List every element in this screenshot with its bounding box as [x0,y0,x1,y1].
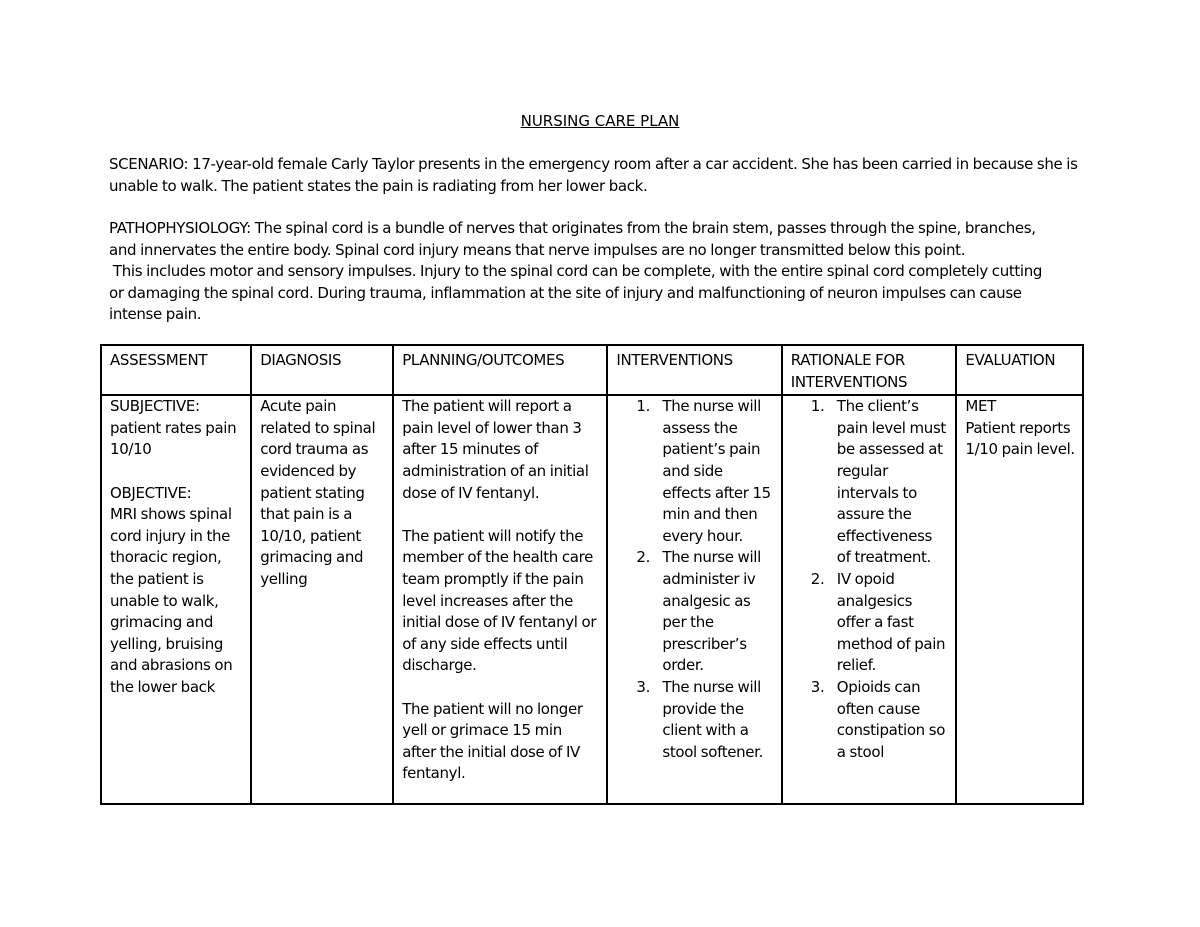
objective-text: MRI shows spinal cord injury in the thoracic region, the patient is unable to walk, grimacing and yelling, bruising and abrasions on the lower back [110,505,233,696]
item-number: 2. [636,548,651,567]
table-row [101,395,1083,804]
objective-label: OBJECTIVE: [110,483,192,502]
interventions-list [608,396,773,763]
evaluation-text: Patient reports 1/10 pain level. [965,418,1075,459]
pathophysiology-line: intense pain. [109,305,202,324]
item-number: 1. [636,397,651,416]
rationale-cell [782,395,957,804]
pathophysiology-paragraph [109,218,1099,326]
subjective-label: SUBJECTIVE: [110,397,200,416]
item-number: 2. [810,569,825,588]
pathophysiology-line: PATHOPHYSIOLOGY: The spinal cord is a bundle of nerves that originates from the brain stem, passes through the spine, branches, [109,219,1036,237]
intervention-text: The nurse will administer iv analgesic as per the prescriber’s order. [662,548,761,675]
care-plan-table [100,344,1084,805]
rationale-text: IV opoid analgesics offer a fast method of pain relief. [836,569,946,675]
header-rationale: RATIONALE FOR INTERVENTIONS [782,345,957,395]
intervention-text: The nurse will provide the client with a stool softener. [662,677,764,761]
header-assessment: ASSESSMENT [101,345,251,395]
evaluation-cell [956,395,1083,804]
pathophysiology-line: or damaging the spinal cord. During trauma, inflammation at the site of injury and malfunctioning of neuron impulses can cause [109,283,1022,302]
rationale-list [783,396,949,763]
planning-outcome: The patient will no longer yell or grimace 15 min after the initial dose of IV fentanyl. [402,699,583,783]
evaluation-status: MET [965,397,996,416]
diagnosis-text: Acute pain related to spinal cord trauma as evidenced by patient stating that pain is a 10/10, patient grimacing and yelling [260,397,376,588]
list-item [608,396,773,547]
item-number: 3. [810,677,825,696]
header-evaluation: EVALUATION [956,345,1083,395]
header-interventions: INTERVENTIONS [607,345,781,395]
intervention-text: The nurse will assess the patient’s pain and side effects after 15 min and then every hour. [662,397,771,545]
planning-outcome: The patient will report a pain level of lower than 3 after 15 minutes of administration of an initial dose of IV fentanyl. [402,397,589,502]
rationale-text: The client’s pain level must be assessed at regular intervals to assure the effectiveness of treatment. [836,397,946,567]
header-diagnosis: DIAGNOSIS [251,345,393,395]
list-item [783,677,949,763]
pathophysiology-line: This includes motor and sensory impulses. Injury to the spinal cord can be complete, with the entire spinal cord completely cutting [109,262,1043,281]
planning-outcome: The patient will notify the member of the health care team promptly if the pain level increases after the initial dose of IV fentanyl or of any side effects until discharge. [402,526,597,675]
header-planning-outcomes: PLANNING/OUTCOMES [393,345,607,395]
assessment-cell [101,395,251,804]
item-number: 3. [636,677,651,696]
table-header-row [101,345,1083,395]
rationale-text: Opioids can often cause constipation so a stool [836,677,946,761]
interventions-cell [607,395,781,804]
pathophysiology-line: and innervates the entire body. Spinal cord injury means that nerve impulses are no longer transmitted below this point. [109,240,966,259]
list-item [608,547,773,677]
document-title: NURSING CARE PLAN [520,112,680,130]
list-item [783,396,949,569]
diagnosis-cell [251,395,393,804]
list-item [783,569,949,677]
list-item [608,677,773,763]
item-number: 1. [810,397,825,416]
planning-cell [393,395,607,804]
scenario-paragraph: SCENARIO: 17-year-old female Carly Taylor presents in the emergency room after a car accident. She has been carried in because she is unable to walk. The patient states the pain is radiating from her lower back. [109,155,1078,195]
subjective-text: patient rates pain 10/10 [110,418,237,459]
